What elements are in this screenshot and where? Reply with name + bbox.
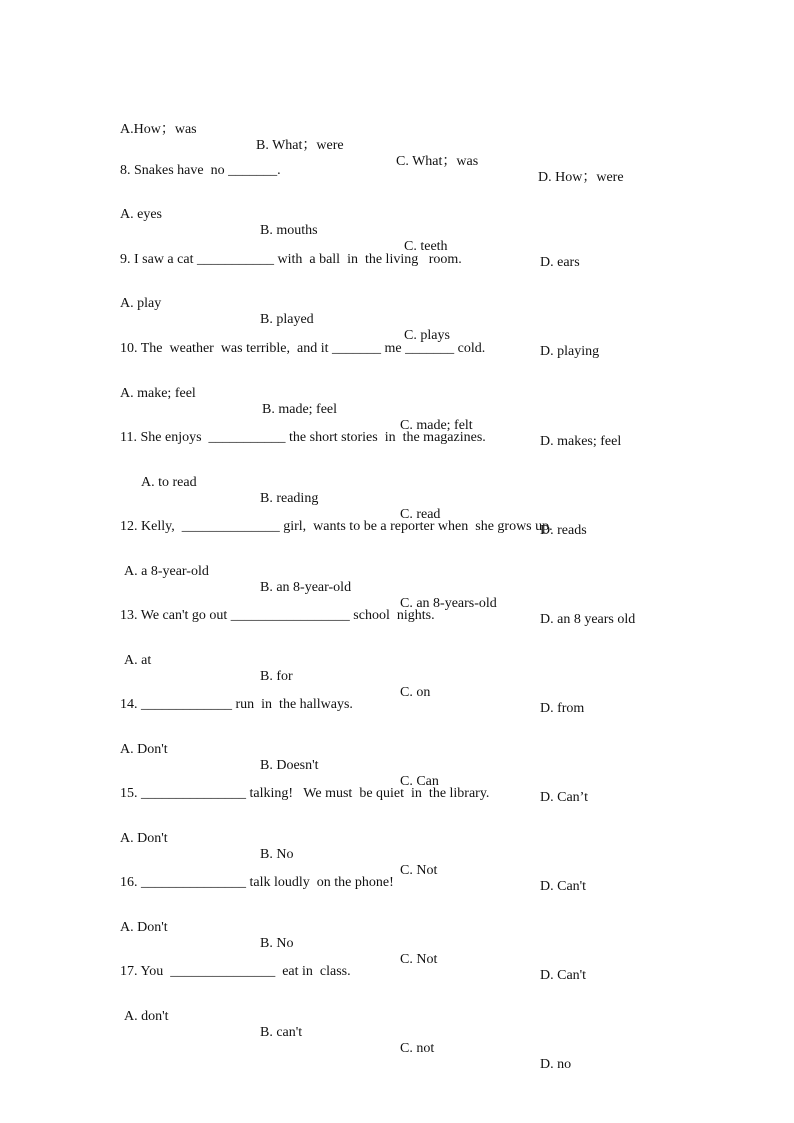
option-a: A. don't [124,1009,169,1024]
question-text: 13. We can't go out _________________ school nights. [120,608,435,623]
option-c: C. made; felt [400,418,473,433]
question-text: 16. _______________ talk loudly on the phone! [120,875,394,890]
option-a: A. make; feel [120,386,196,401]
option-b: B. Doesn't [260,758,319,773]
option-d: D. Can't [540,879,587,894]
option-a: A. Don't [120,742,168,757]
option-a: A. eyes [120,207,162,222]
option-d: D. an 8 years old [540,612,636,627]
question-text: 12. Kelly, ______________ girl, wants to be a reporter when she grows up. [120,519,553,534]
option-c: C. not [400,1041,435,1056]
option-d: D. playing [540,344,600,359]
option-b: B. mouths [260,223,318,238]
question-text: 8. Snakes have no _______. [120,163,281,178]
option-a: A. a 8-year-old [124,564,209,579]
option-c: C. Not [400,863,438,878]
option-d: D. How；were [538,170,624,185]
option-b: B. played [260,312,314,327]
option-d: D. makes; feel [540,434,622,449]
option-a: A. play [120,296,162,311]
option-b: B. can't [260,1025,303,1040]
question-text: 11. She enjoys ___________ the short stories in the magazines. [120,430,486,445]
option-a: A. Don't [120,831,168,846]
option-a: A. to read [141,475,197,490]
option-a: A. at [124,653,152,668]
option-b: B. What；were [256,138,344,153]
question-text: 9. I saw a cat ___________ with a ball in the living room. [120,252,462,267]
option-b: B. made; feel [262,402,338,417]
option-d: D. Can't [540,968,587,983]
option-c: C. an 8-years-old [400,596,497,611]
question-text: 14. _____________ run in the hallways. [120,697,353,712]
option-c: C. Can [400,774,439,789]
option-d: D. ears [540,255,580,270]
option-c: C. on [400,685,431,700]
option-c: C. read [400,507,441,522]
option-c: C. What；was [396,154,479,169]
option-b: B. No [260,936,294,951]
question-text: 17. You _______________ eat in class. [120,964,351,979]
option-c: C. plays [404,328,450,343]
question-text: 10. The weather was terrible, and it _______ me _______ cold. [120,341,486,356]
option-c: C. teeth [404,239,448,254]
option-d: D. reads [540,523,587,538]
option-b: B. for [260,669,293,684]
option-d: D. from [540,701,585,716]
question-text: 15. _______________ talking! We must be quiet in the library. [120,786,490,801]
option-c: C. Not [400,952,438,967]
option-b: B. reading [260,491,319,506]
option-a: A.How；was [120,122,197,137]
option-d: D. Can’t [540,790,588,805]
option-b: B. No [260,847,294,862]
option-a: A. Don't [120,920,168,935]
options-row [0,993,794,1072]
option-b: B. an 8-year-old [260,580,352,595]
option-d: D. no [540,1057,572,1072]
